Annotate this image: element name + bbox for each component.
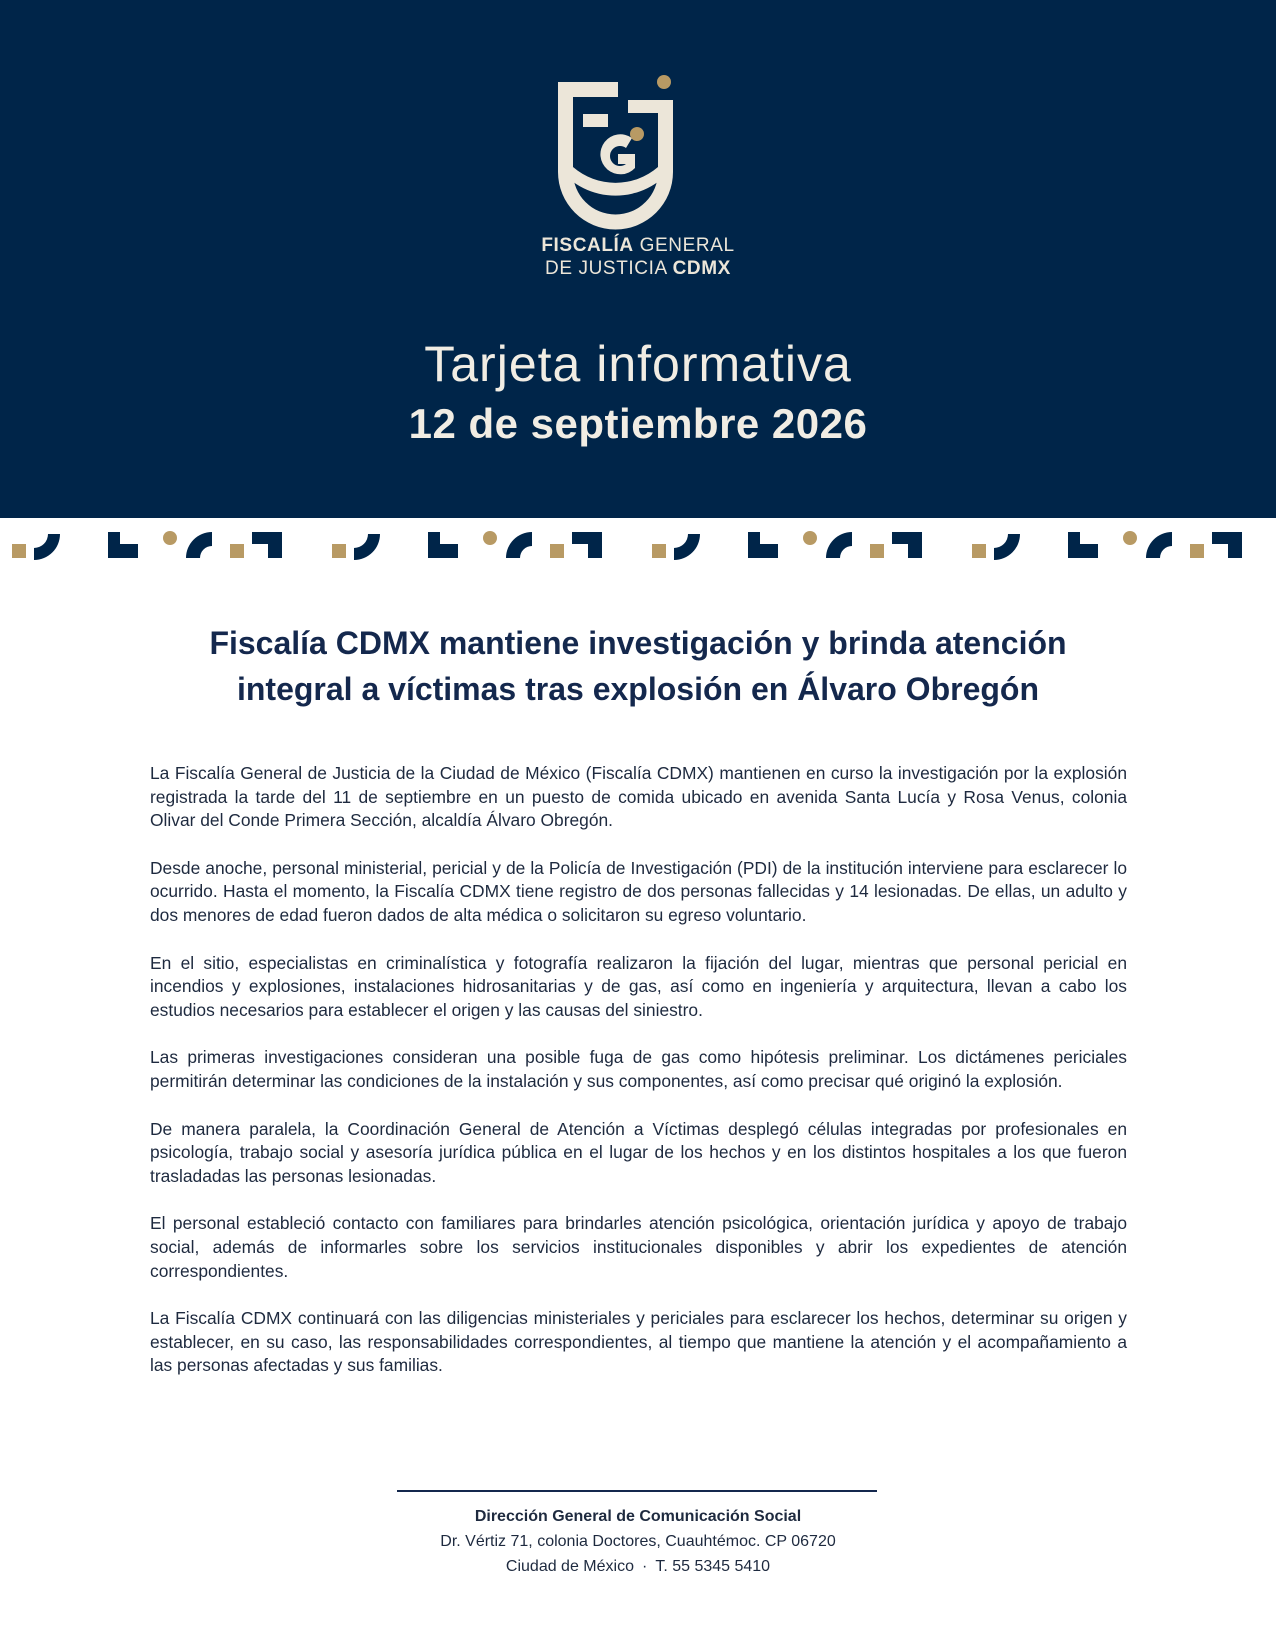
pattern-shape [1068, 532, 1098, 558]
header-banner [0, 0, 1276, 518]
pattern-shape [12, 544, 26, 558]
card-date: 12 de septiembre 2026 [408, 400, 868, 447]
pattern-shape [1212, 532, 1242, 558]
pattern-shape [230, 544, 244, 558]
pattern-shape [674, 534, 700, 560]
org-name-line1: FISCALÍA GENERAL [541, 235, 735, 256]
pattern-shape [332, 544, 346, 558]
footer-contact [0, 1558, 1276, 1576]
pattern-shape [972, 544, 986, 558]
pattern-shape [506, 532, 532, 558]
paragraph: Las primeras investigaciones consideran una posible fuga de gas como hipótesis preliminar. Los dictámenes periciales permitirán determinar las condiciones de la instalación y sus componentes, así como precisar qué originó la explosión. [150, 1047, 1127, 1091]
footer-separator: · [641, 1558, 648, 1575]
pattern-shape [483, 531, 497, 545]
pattern-shape [1146, 532, 1172, 558]
pattern-shape [428, 532, 458, 558]
footer-phone: T. 55 5345 5410 [655, 1558, 771, 1575]
pattern-shape [652, 544, 666, 558]
pattern-shape [186, 532, 212, 558]
org-name-line2: DE JUSTICIA CDMX [545, 258, 731, 279]
pattern-shape [572, 532, 602, 558]
paragraph: En el sitio, especialistas en criminalística y fotografía realizaron la fijación del lugar, mientras que personal pericial en incendios y explosiones, instalaciones hidrosanitarias y de gas, así como en ingeniería y arquitectura, llevan a cabo los estudios necesarios para establecer el origen y las causas del siniestro. [150, 952, 1127, 1020]
pattern-shape [892, 532, 922, 558]
pattern-shape [1123, 531, 1137, 545]
article-headline [150, 620, 1126, 712]
pattern-shape [748, 532, 778, 558]
card-title: Tarjeta informativa [424, 336, 852, 392]
pattern-shape [108, 532, 138, 558]
pattern-shape [252, 532, 282, 558]
decorative-pattern [0, 518, 1276, 560]
paragraph: La Fiscalía CDMX continuará con las diligencias ministeriales y periciales para esclarecer los hechos, determinar su origen y establecer, en su caso, las responsabilidades correspondientes, al tiempo que mantiene la atención y el acompañamiento a las personas afectadas y sus familias. [150, 1308, 1127, 1376]
headline-line1: Fiscalía CDMX mantiene investigación y brinda atención [209, 625, 1067, 661]
pattern-shape [163, 531, 177, 545]
paragraph: La Fiscalía General de Justicia de la Ciudad de México (Fiscalía CDMX) mantienen en curso la investigación por la explosión registrada la tarde del 11 de septiembre en un puesto de comida ubicado en avenida Santa Lucía y Rosa Venus, colonia Olivar del Conde Primera Sección, alcaldía Álvaro Obregón. [150, 763, 1127, 831]
fgj-logo-icon [558, 72, 718, 242]
pattern-shape [826, 532, 852, 558]
footer-address: Dr. Vértiz 71, colonia Doctores, Cuauhtémoc. CP 06720 [440, 1533, 836, 1550]
article-body [150, 762, 1127, 1402]
pattern-shape [354, 534, 380, 560]
headline-line2: integral a víctimas tras explosión en Álvaro Obregón [236, 671, 1039, 707]
pattern-shape [1190, 544, 1204, 558]
pattern-group [12, 531, 1276, 560]
footer-department: Dirección General de Comunicación Social [474, 1508, 802, 1525]
pattern-shape [994, 534, 1020, 560]
paragraph: El personal estableció contacto con familiares para brindarles atención psicológica, orientación jurídica y apoyo de trabajo social, además de informarles sobre los servicios institucionales disponibles y abrir los expedientes de atención correspondientes. [150, 1213, 1127, 1281]
pattern-shape [550, 544, 564, 558]
footer-divider [397, 1490, 877, 1492]
paragraph: Desde anoche, personal ministerial, pericial y de la Policía de Investigación (PDI) de la institución interviene para esclarecer lo ocurrido. Hasta el momento, la Fiscalía CDMX tiene registro de dos personas fallecidas y 14 lesionadas. De ellas, un adulto y dos menores de edad fueron dados de alta médica o solicitaron su egreso voluntario. [150, 857, 1127, 925]
pattern-shape [34, 534, 60, 560]
pattern-shape [803, 531, 817, 545]
pattern-shape [870, 544, 884, 558]
paragraph: De manera paralela, la Coordinación General de Atención a Víctimas desplegó células integradas por profesionales en psicología, trabajo social y asesoría jurídica pública en el lugar de los hechos y en los distintos hospitales a los que fueron trasladadas las personas lesionadas. [150, 1118, 1127, 1186]
footer-city: Ciudad de México [505, 1558, 634, 1575]
